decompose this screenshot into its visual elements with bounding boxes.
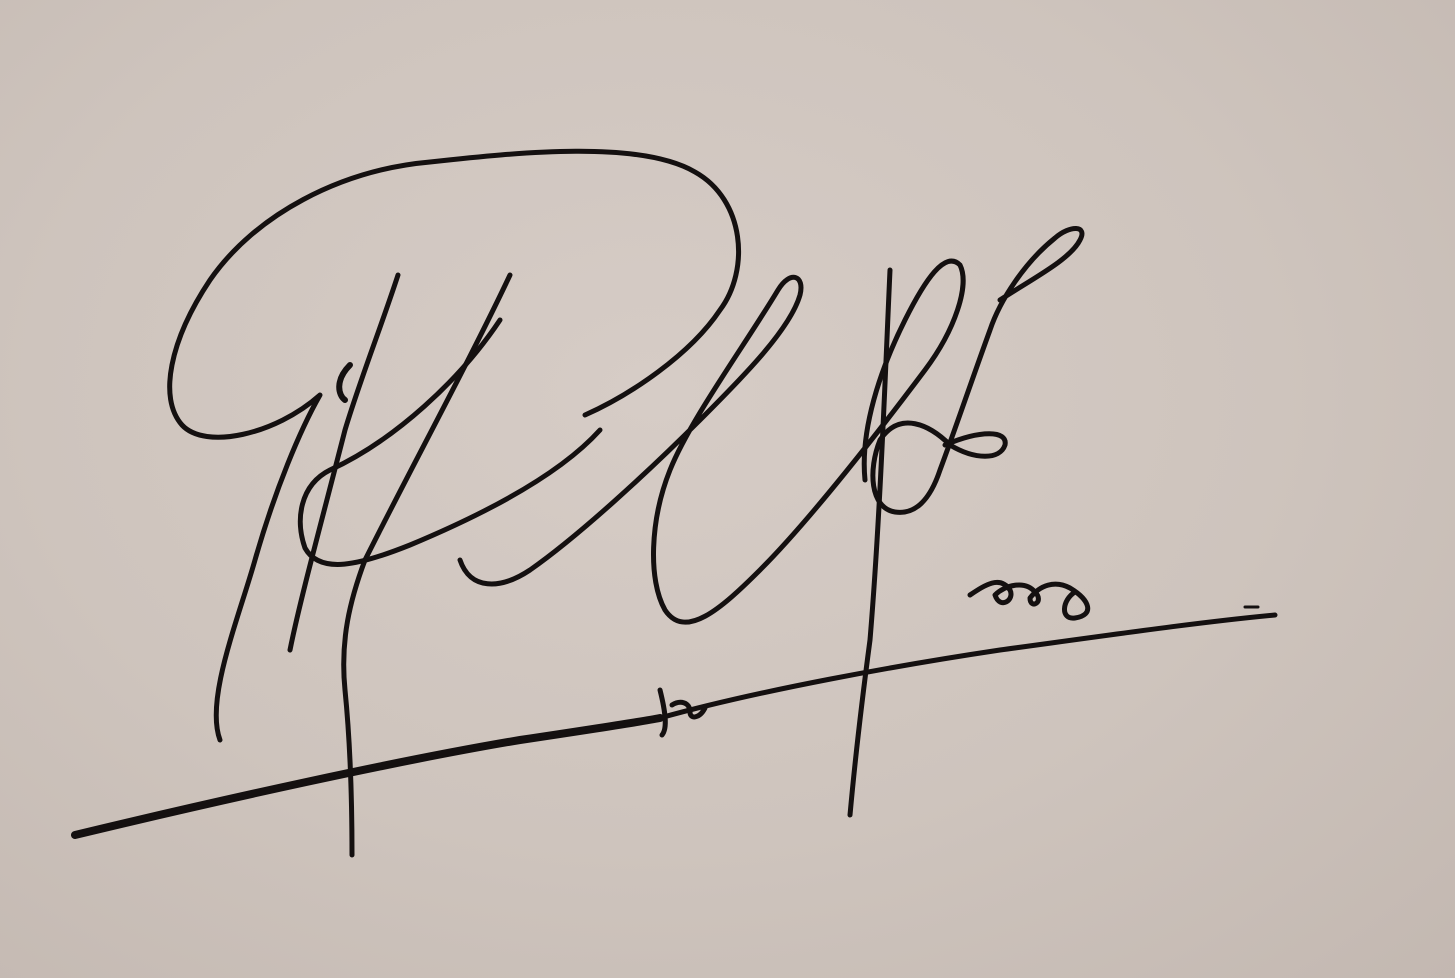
stroke-tall-right-vertical xyxy=(850,270,890,815)
signature-ink xyxy=(75,151,1275,855)
stroke-underline-continued xyxy=(660,615,1275,718)
stroke-big-loop xyxy=(170,151,739,740)
stroke-small-squiggle xyxy=(970,582,1088,618)
stroke-underline xyxy=(75,718,660,835)
stroke-left-hook xyxy=(339,365,350,400)
stroke-k-arm xyxy=(300,320,600,564)
stroke-right-flourish xyxy=(873,228,1082,512)
